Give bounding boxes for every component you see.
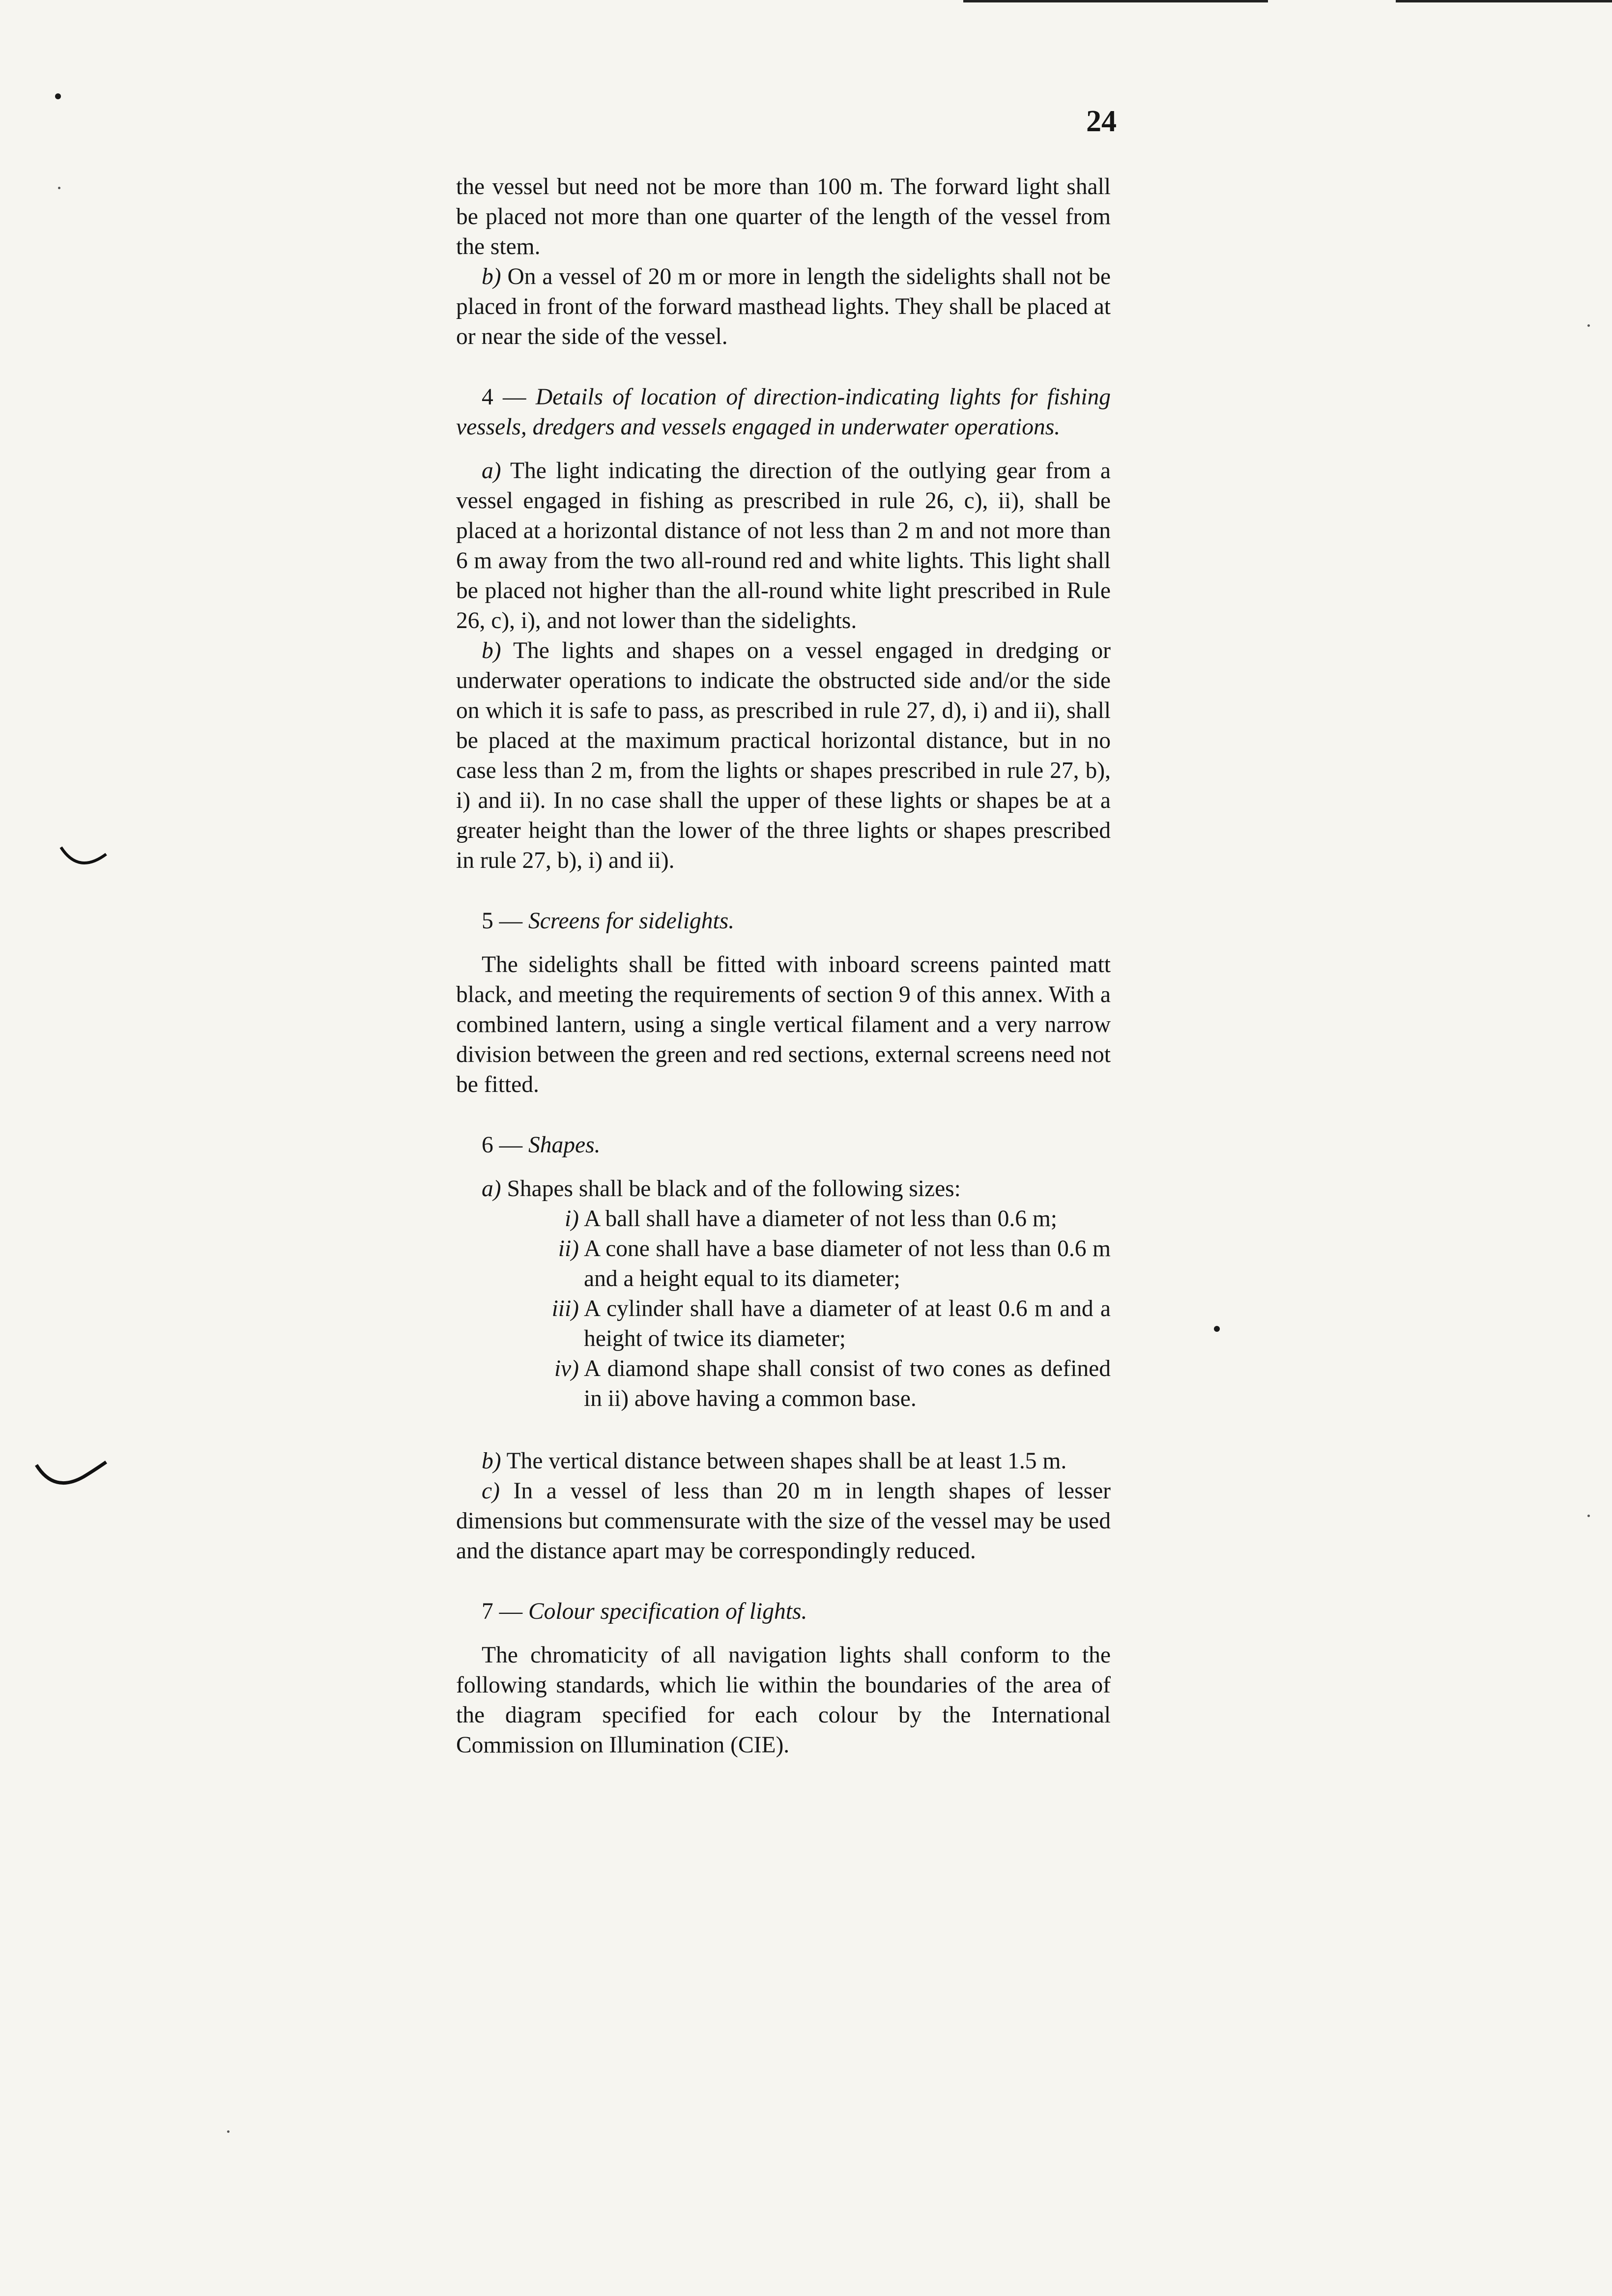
list-marker: i) — [564, 1206, 579, 1232]
list-marker: a) — [482, 458, 501, 484]
list-item-text: A cone shall have a base diameter of not less than 0.6 m and a height equal to its diameter; — [584, 1236, 1111, 1292]
paragraph-text: In a vessel of less than 20 m in length shapes of lesser dimensions but commensurate with the size of the vessel may be used and the distance apart may be correspondingly reduced. — [456, 1478, 1111, 1564]
binding-hole-mark — [34, 1457, 108, 1492]
paragraph-b — [456, 262, 1111, 352]
paragraph-text: The lights and shapes on a vessel engaged in dredging or underwater operations to indicate the obstructed side and/or the side on which it is safe to pass, as prescribed in rule 27, d), i) and ii), shall be placed at the maximum practical horizontal distance, but in no case less than 2 m, from the lights or shapes prescribed in rule 27, b), i) and ii). In no case shall the upper of these lights or shapes be at a greater height than the lower of the three lights or shapes prescribed in rule 27, b), i) and ii). — [456, 638, 1111, 873]
margin-speck — [1587, 324, 1590, 327]
list-item — [510, 1354, 1111, 1414]
section-7-text: The chromaticity of all navigation lights shall conform to the following standards, which lie within the boundaries of the area of the diagram specified for each colour by the International Commission on Illumination (CIE). — [456, 1642, 1111, 1758]
margin-speck — [1587, 1515, 1590, 1517]
scan-edge-line-right — [1396, 0, 1612, 2]
page-number: 24 — [1086, 105, 1117, 138]
section-4-heading — [456, 382, 1111, 442]
section-number: 7 — — [482, 1599, 523, 1624]
section-5-heading — [456, 906, 1111, 936]
shape-size-list — [510, 1204, 1111, 1414]
list-item-text: A ball shall have a diameter of not less than 0.6 m; — [584, 1206, 1057, 1232]
section-title: Colour specification of lights. — [528, 1599, 807, 1624]
list-marker: c) — [482, 1478, 500, 1504]
scan-edge-line-left — [963, 0, 1268, 2]
section-title: Details of location of direction-indicating lights for fishing vessels, dredgers and vessels engaged in underwater operations. — [456, 384, 1111, 440]
section-5-text: The sidelights shall be fitted with inboard screens painted matt black, and meeting the requirements of section 9 of this annex. With a combined lantern, using a single vertical filament and a very narrow division between the green and red sections, external screens need not be fitted. — [456, 952, 1111, 1097]
list-marker: b) — [482, 1448, 501, 1474]
margin-dot — [55, 93, 61, 99]
paragraph-text: Shapes shall be black and of the following sizes: — [507, 1176, 961, 1202]
list-marker: b) — [482, 264, 501, 289]
section-title: Screens for sidelights. — [528, 908, 735, 934]
list-item — [510, 1204, 1111, 1234]
section-7-heading — [456, 1597, 1111, 1627]
margin-dot — [1214, 1326, 1220, 1332]
paragraph-continuation: the vessel but need not be more than 100 m. The forward light shall be placed not more than one quarter of the length of the vessel from the stem. — [456, 174, 1111, 259]
section-number: 5 — — [482, 908, 523, 934]
list-item-text: A diamond shape shall consist of two cones as defined in ii) above having a common base. — [584, 1356, 1111, 1411]
section-6-c — [456, 1476, 1111, 1566]
section-title: Shapes. — [528, 1132, 601, 1158]
section-4-b — [456, 636, 1111, 876]
list-item — [510, 1294, 1111, 1354]
list-marker: a) — [482, 1176, 501, 1202]
margin-speck — [227, 2130, 230, 2133]
margin-speck — [58, 187, 60, 189]
list-marker: b) — [482, 638, 501, 663]
section-6-a — [456, 1174, 1111, 1204]
section-number: 6 — — [482, 1132, 523, 1158]
paragraph-text: On a vessel of 20 m or more in length the sidelights shall not be placed in front of the forward masthead lights. They shall be placed at or near the side of the vessel. — [456, 264, 1111, 349]
section-number: 4 — — [482, 384, 526, 410]
document-body — [456, 172, 1111, 1760]
binding-hole-mark — [59, 845, 108, 875]
list-marker: ii) — [558, 1236, 579, 1262]
list-item-text: A cylinder shall have a diameter of at least 0.6 m and a height of twice its diameter; — [584, 1296, 1111, 1351]
section-6-b — [456, 1446, 1111, 1476]
list-marker: iv) — [554, 1356, 579, 1381]
section-4-a — [456, 456, 1111, 636]
section-6-heading — [456, 1130, 1111, 1160]
paragraph-text: The vertical distance between shapes shall be at least 1.5 m. — [506, 1448, 1067, 1474]
paragraph-text: The light indicating the direction of the outlying gear from a vessel engaged in fishing as prescribed in rule 26, c), ii), shall be placed at a horizontal distance of not less than 2 m and not more than 6 m away from the two all-round red and white lights. This light shall be placed not higher than the all-round white light prescribed in Rule 26, c), i), and not lower than the sidelights. — [456, 458, 1111, 633]
list-item — [510, 1234, 1111, 1294]
list-marker: iii) — [551, 1296, 579, 1321]
